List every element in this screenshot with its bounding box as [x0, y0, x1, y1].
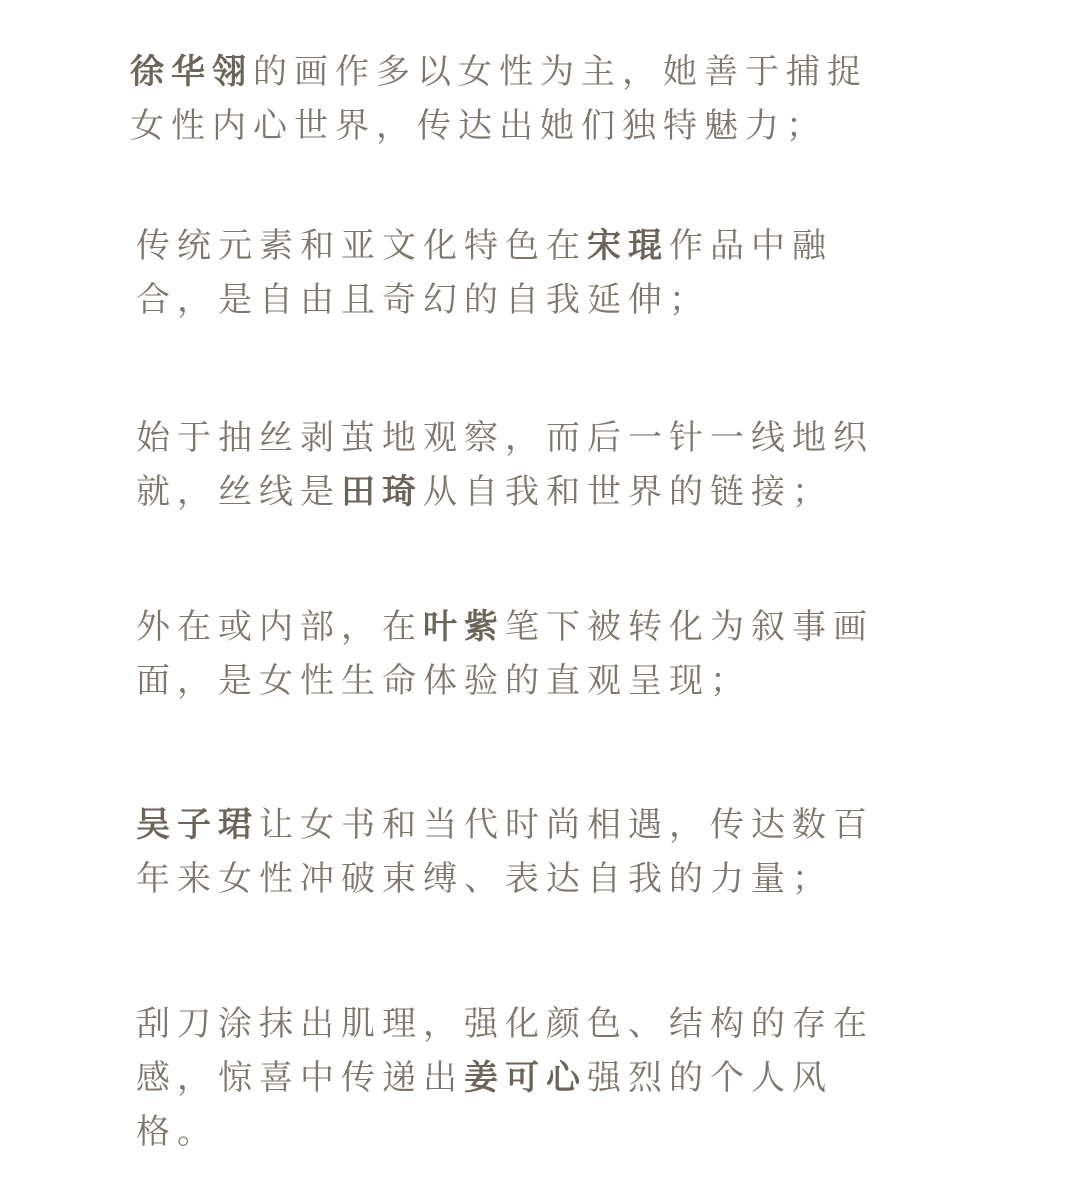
line-text: 感，惊喜中传递出: [136, 1058, 464, 1098]
text-line: [136, 219, 936, 273]
line-text: 外在或内部，在: [136, 607, 423, 647]
line-text: 年来女性冲破束缚、表达自我的力量；: [136, 859, 833, 899]
line-text: 合，是自由且奇幻的自我延伸；: [136, 280, 710, 320]
text-line: [130, 99, 930, 153]
text-line: [136, 1105, 936, 1159]
text-line: [136, 997, 936, 1051]
artist-name: 吴子珺: [136, 805, 259, 845]
line-text: 让女书和当代时尚相遇，传达数百: [259, 805, 874, 845]
artist-name: 姜可心: [464, 1058, 587, 1098]
line-text: 作品中融: [669, 226, 833, 266]
paragraph-tian-qi: [136, 411, 936, 519]
line-text: 就，丝线是: [136, 472, 341, 512]
artist-name: 徐华翎: [130, 52, 253, 92]
paragraph-jiang-kexin: [136, 997, 936, 1159]
line-text: 强烈的个人风: [587, 1058, 833, 1098]
line-text: 笔下被转化为叙事画: [505, 607, 874, 647]
line-text: 女性内心世界，传达出她们独特魅力；: [130, 106, 827, 146]
line-text: 始于抽丝剥茧地观察，而后一针一线地织: [136, 418, 874, 458]
text-line: [136, 600, 936, 654]
artist-name: 田琦: [341, 472, 423, 512]
paragraph-song-kun: [136, 219, 936, 327]
line-text: 刮刀涂抹出肌理，强化颜色、结构的存在: [136, 1004, 874, 1044]
text-line: [136, 411, 936, 465]
text-line: [136, 852, 936, 906]
text-line: [136, 798, 936, 852]
text-line: [136, 465, 936, 519]
paragraph-wu-zijun: [136, 798, 936, 906]
text-line: [136, 273, 936, 327]
line-text: 从自我和世界的链接；: [423, 472, 833, 512]
line-text: 面，是女性生命体验的直观呈现；: [136, 661, 751, 701]
text-line: [130, 45, 930, 99]
paragraph-ye-zi: [136, 600, 936, 708]
artist-name: 叶紫: [423, 607, 505, 647]
line-text: 格。: [136, 1112, 218, 1152]
line-text: 的画作多以女性为主，她善于捕捉: [253, 52, 868, 92]
paragraph-xu-hualing: [130, 45, 930, 153]
line-text: 传统元素和亚文化特色在: [136, 226, 587, 266]
artist-name: 宋琨: [587, 226, 669, 266]
text-line: [136, 1051, 936, 1105]
text-line: [136, 654, 936, 708]
